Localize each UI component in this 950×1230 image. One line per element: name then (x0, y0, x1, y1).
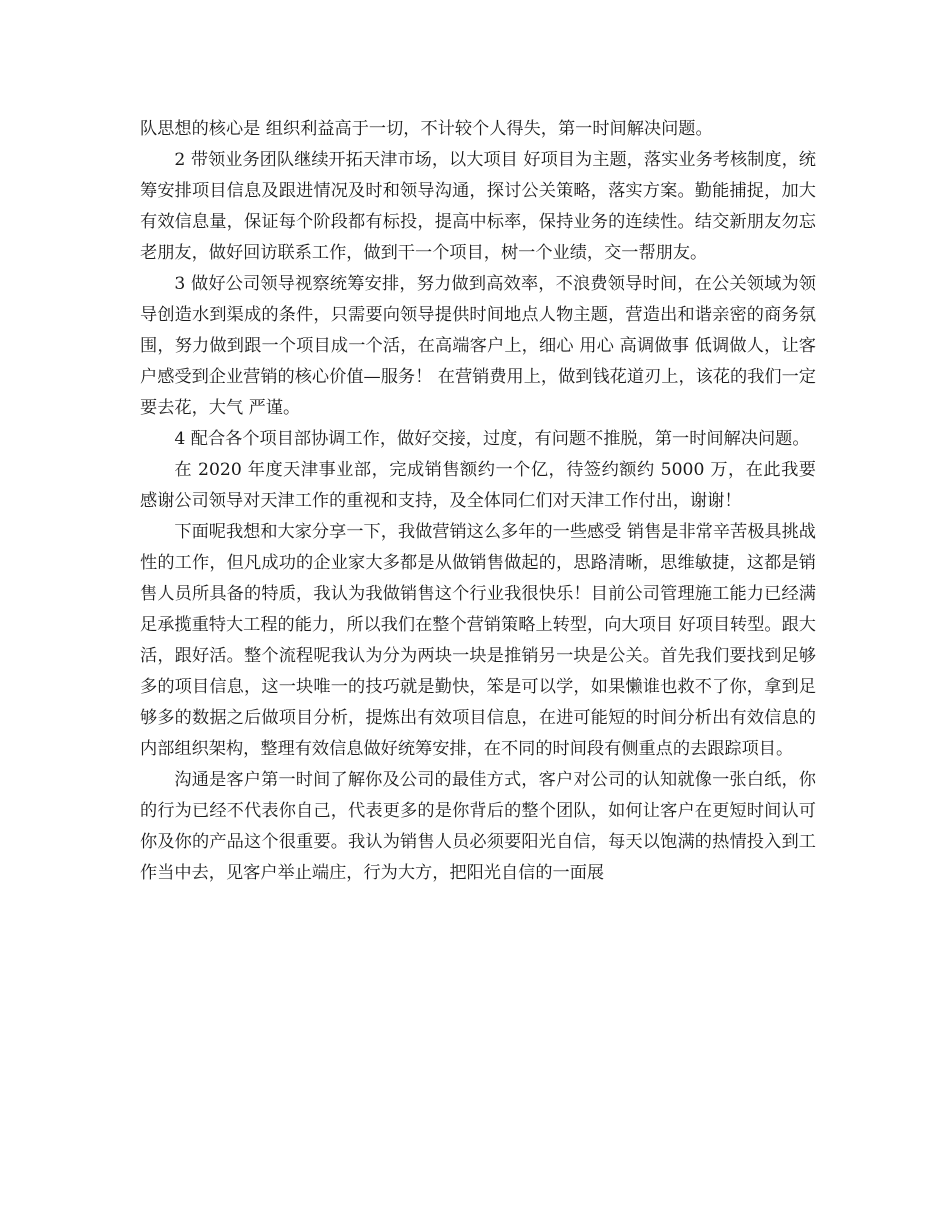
paragraph-item-4: 4 配合各个项目部协调工作，做好交接，过度，有问题不推脱，第一时间解决问题。 (174, 429, 810, 449)
paragraph-sales-experience: 下面呢我想和大家分享一下，我做营销这么多年的一些感受 销售是非常辛苦极具挑战性的工作，但凡成功的企业家大多都是从做销售做起的，思路清晰，思维敏捷，这都是销售人员所具备的特质，我认为我做销售这个行业我很快乐！目前公司管理施工能力已经满足承揽重特大工程的能力，所以我们在整个营销策略上转型，向大项目 好项目转型。跟大活，跟好活。整个流程呢我认为分为两块一块是推销另一块是公关。首先我们要找到足够多的项目信息，这一块唯一的技巧就是勤快，笨是可以学，如果懒谁也救不了你，拿到足够多的数据之后做项目分析，提炼出有效项目信息，在进可能短的时间分析出有效信息的内部组织架构，整理有效信息做好统筹安排，在不同的时间段有侧重点的去跟踪项目。 (140, 522, 816, 759)
paragraph-annual-results: 在 2020 年度天津事业部，完成销售额约一个亿，待签约额约 5000 万，在此我要感谢公司领导对天津工作的重视和支持，及全体同仁们对天津工作付出，谢谢！ (140, 460, 816, 511)
paragraph-item-3: 3 做好公司领导视察统筹安排，努力做到高效率，不浪费领导时间，在公关领域为领导创造水到渠成的条件，只需要向领导提供时间地点人物主题，营造出和谐亲密的商务氛围，努力做到跟一个项目成一个活，在高端客户上，细心 用心 高调做事 低调做人，让客户感受到企业营销的核心价值—服务！ 在营销费用上，做到钱花道刃上，该花的我们一定要去花，大气 严谨。 (140, 274, 816, 418)
document-body (140, 114, 816, 889)
paragraph-continuation: 队思想的核心是 组织利益高于一切，不计较个人得失，第一时间解决问题。 (140, 119, 713, 139)
paragraph-communication: 沟通是客户第一时间了解你及公司的最佳方式，客户对公司的认知就像一张白纸，你的行为已经不代表你自己，代表更多的是你背后的整个团队，如何让客户在更短时间认可你及你的产品这个很重要。我认为销售人员必须要阳光自信，每天以饱满的热情投入到工作当中去，见客户举止端庄，行为大方，把阳光自信的一面展 (140, 770, 816, 883)
paragraph-item-2: 2 带领业务团队继续开拓天津市场，以大项目 好项目为主题，落实业务考核制度，统筹安排项目信息及跟进情况及时和领导沟通，探讨公关策略，落实方案。勤能捕捉，加大有效信息量，保证每个阶段都有标投，提高中标率，保持业务的连续性。结交新朋友勿忘老朋友，做好回访联系工作，做到干一个项目，树一个业绩，交一帮朋友。 (140, 150, 816, 263)
